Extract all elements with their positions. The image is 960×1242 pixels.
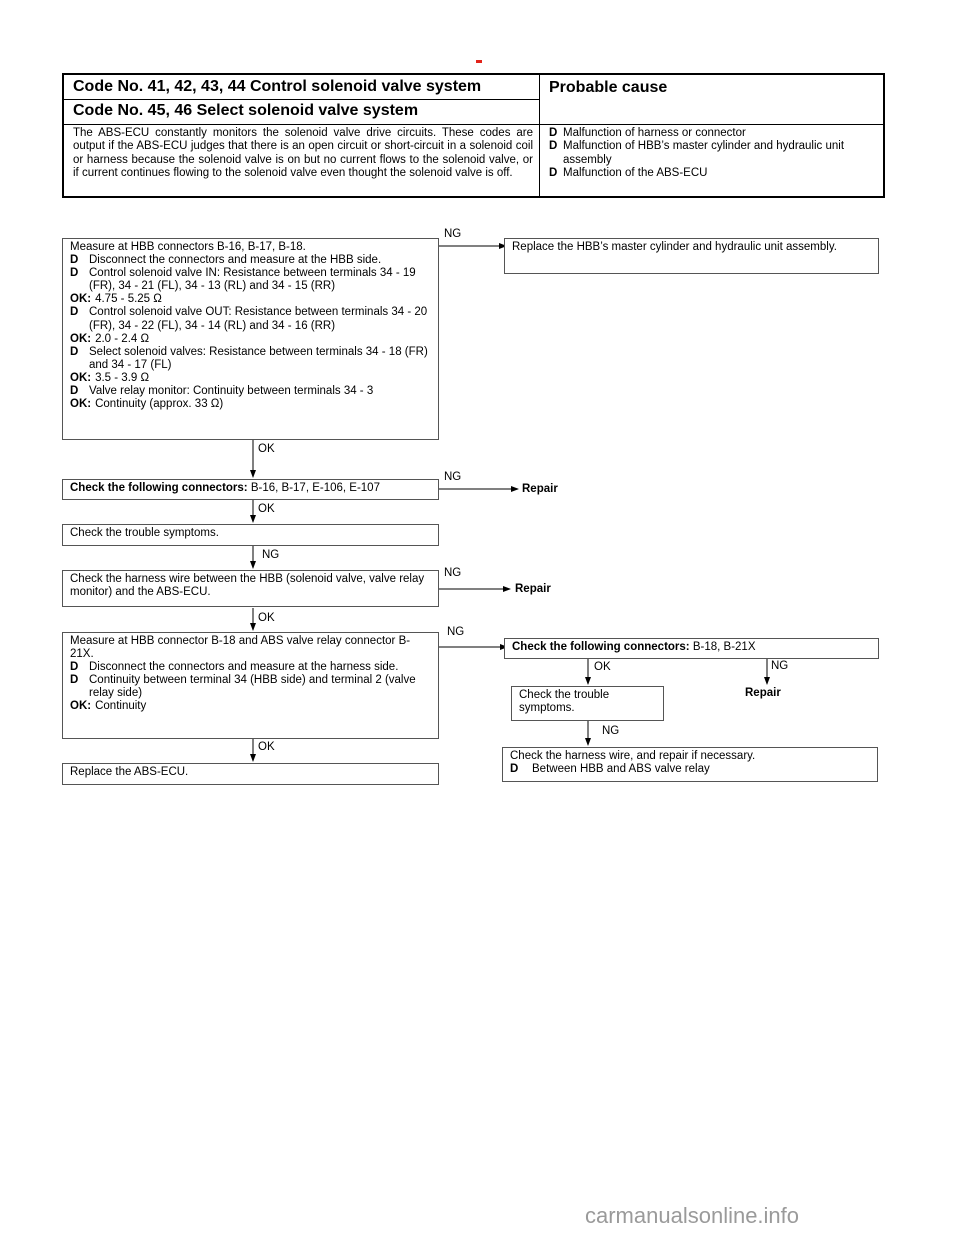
step2-check-connectors: Check the following connectors: B-16, B-17, E-106, E-107 bbox=[62, 479, 439, 500]
ng-label: NG bbox=[771, 660, 789, 672]
bullet-icon: D bbox=[70, 661, 79, 674]
step3-check-symptoms: Check the trouble symptoms. bbox=[62, 524, 439, 546]
cause-item: D Malfunction of harness or connector bbox=[549, 127, 746, 139]
bullet-icon: D bbox=[549, 140, 558, 153]
bullet-icon: D bbox=[70, 267, 79, 280]
right1-check-connectors: Check the following connectors: B-18, B-21X bbox=[504, 638, 879, 659]
ok-label: OK bbox=[258, 612, 275, 624]
probable-cause-title: Probable cause bbox=[549, 79, 668, 96]
cause-item: D Malfunction of HBB’s master cylinder and hydraulic unit assembly bbox=[549, 140, 845, 166]
ok-label: OK bbox=[258, 503, 275, 515]
bullet-icon: D bbox=[70, 306, 79, 319]
bullet-icon: D bbox=[70, 254, 79, 267]
repair-label: Repair bbox=[745, 687, 781, 699]
step4-check-harness-wire: Check the harness wire between the HBB (solenoid valve, valve relay monitor) and the ABS-ECU. bbox=[62, 570, 439, 607]
ng-label: NG bbox=[444, 567, 462, 579]
cause-item: D Malfunction of the ABS-ECU bbox=[549, 166, 708, 179]
bullet-icon: D bbox=[70, 345, 79, 358]
step5-measure-relay-connector: Measure at HBB connector B-18 and ABS valve relay connector B-21X. D Disconnect the connectors and measure at the harness side. D Continuity between terminal 34 (HBB side) and terminal 2 (valve relay side) OK: Continuity bbox=[62, 632, 439, 739]
code-title-select-solenoid: Code No. 45, 46 Select solenoid valve system bbox=[73, 102, 419, 119]
system-description: The ABS-ECU constantly monitors the solenoid valve drive circuits. These codes are output if the ABS-ECU judges that there is an open circuit or short-circuit in a solenoid coil or harness because the solenoid valve is on but no current flows to the solenoid valve, or if current continues flowing to the solenoid valve even thought the solenoid valve is off. bbox=[73, 127, 533, 179]
ng-label: NG bbox=[602, 725, 620, 737]
bullet-icon: D bbox=[70, 385, 79, 398]
bullet-icon: D bbox=[510, 763, 519, 776]
bullet-icon: D bbox=[549, 166, 558, 179]
ok-label: OK bbox=[258, 741, 275, 753]
ok-label: OK bbox=[258, 443, 275, 455]
watermark: carmanualsonline.info bbox=[585, 1203, 800, 1228]
bullet-icon: D bbox=[549, 127, 558, 139]
repair-label: Repair bbox=[522, 483, 558, 495]
replace-hbb-box: Replace the HBB’s master cylinder and hydraulic unit assembly. bbox=[504, 238, 879, 274]
right3-check-harness-wire: Check the harness wire, and repair if necessary. D Between HBB and ABS valve relay bbox=[502, 747, 878, 782]
repair-label: Repair bbox=[515, 583, 551, 595]
ng-label: NG bbox=[262, 549, 280, 561]
code-title-control-solenoid: Code No. 41, 42, 43, 44 Control solenoid valve system bbox=[73, 78, 482, 95]
right2-check-symptoms: Check the trouble symptoms. bbox=[511, 686, 664, 721]
step1-measure-hbb-connectors: Measure at HBB connectors B-16, B-17, B-18. D Disconnect the connectors and measure at the HBB side. D Control solenoid valve IN: Resistance between terminals 34 - 19 (FR), 34 - 21 (FL), 34 - 13 (RL) and 34 - 15 (RR) OK: 4.75 - 5.25 Ω D Control solenoid valve OUT: Resistance between terminals 34 - 20 (FR), 34 - 22 (FL), 34 - 14 (RL) and 34 - 16 (RR) OK: 2.0 - 2.4 Ω D Select solenoid valves: Resistance between terminals 34 - 18 (FR) and 34 - 17 (FL) OK: 3.5 - 3.9 Ω D Valve relay monitor: Continuity between terminals 34 - 3 OK: Continuity (approx. 33 Ω) bbox=[62, 238, 439, 440]
ng-label: NG bbox=[444, 228, 462, 240]
ng-label: NG bbox=[444, 471, 462, 483]
bullet-icon: D bbox=[70, 674, 79, 687]
ng-label: NG bbox=[447, 626, 465, 638]
ok-label: OK bbox=[594, 661, 611, 673]
step6-replace-abs-ecu: Replace the ABS-ECU. bbox=[62, 763, 439, 785]
